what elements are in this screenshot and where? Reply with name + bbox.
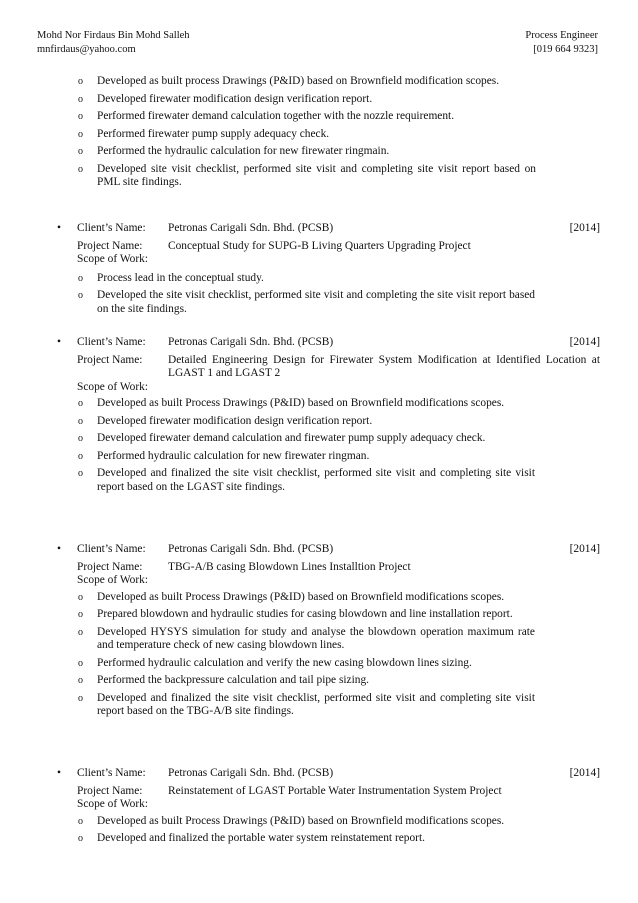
circle-bullet-icon: o — [78, 415, 83, 427]
client-label: Client’s Name: — [77, 222, 146, 234]
list-item: o Developed as built Process Drawings (P&ID) based on Brownfield modifications scopes. — [78, 590, 505, 603]
list-item: o Developed firewater demand calculation and firewater pump supply adequacy check. — [78, 432, 486, 444]
scope-label: Scope of Work: — [77, 380, 149, 393]
list-item: o Developed site visit checklist, performed site visit and completing site visit report based on PML site findings. — [78, 162, 536, 188]
client-name: Petronas Carigali Sdn. Bhd. (PCSB) — [168, 543, 334, 555]
circle-bullet-icon: o — [78, 398, 83, 409]
scope-label: Scope of Work: — [77, 253, 149, 265]
list-item: o Developed and finalized the site visit checklist, performed site visit and completing site visit report based on the LGAST site findings. — [78, 467, 535, 493]
client-name: Petronas Carigali Sdn. Bhd. (PCSB) — [168, 767, 334, 779]
list-item: o Performed hydraulic calculation for new firewater ringman. — [78, 449, 370, 462]
circle-bullet-icon: o — [78, 111, 83, 122]
project-year: [2014] — [569, 336, 600, 348]
list-item: o Developed as built Process Drawings (P&ID) based on Brownfield modifications scopes. — [78, 397, 505, 409]
scope-label: Scope of Work: — [77, 574, 149, 586]
list-item: o Developed and finalized the portable water system reinstatement report. — [78, 832, 425, 844]
project-name: Reinstatement of LGAST Portable Water Instrumentation System Project — [168, 784, 502, 797]
project-year: [2014] — [569, 767, 600, 779]
project-label: Project Name: — [77, 784, 143, 797]
circle-bullet-icon: o — [78, 468, 83, 479]
circle-bullet-icon: o — [78, 591, 83, 603]
client-label: Client’s Name: — [77, 336, 146, 348]
author-phone: [019 664 9323] — [533, 44, 598, 55]
author-email: mnfirdaus@yahoo.com — [37, 44, 136, 55]
list-item: o Developed as built Process Drawings (P&ID) based on Brownfield modifications scopes. — [78, 814, 505, 827]
list-item: o Performed the backpressure calculation and tail pipe sizing. — [78, 674, 370, 686]
circle-bullet-icon: o — [78, 163, 83, 175]
list-item: o Developed the site visit checklist, performed site visit and completing the site visit report based on the site findings. — [78, 289, 535, 315]
circle-bullet-icon: o — [78, 93, 83, 105]
scope-label: Scope of Work: — [77, 798, 149, 810]
circle-bullet-icon: o — [78, 76, 83, 87]
circle-bullet-icon: o — [78, 675, 83, 686]
list-item: o Developed as built process Drawings (P&ID) based on Brownfield modification scopes. — [78, 75, 500, 87]
project-name: Detailed Engineering Design for Firewater System Modification at Identified Location at LGAST 1 and LGAST 2 — [168, 353, 600, 379]
list-item: o Developed firewater modification design verification report. — [78, 414, 373, 427]
project-name: TBG-A/B casing Blowdown Lines Installtion Project — [168, 560, 411, 573]
list-item: o Performed hydraulic calculation and verify the new casing blowdown lines sizing. — [78, 656, 472, 669]
circle-bullet-icon: o — [78, 815, 83, 827]
circle-bullet-icon: o — [78, 450, 83, 462]
client-name: Petronas Carigali Sdn. Bhd. (PCSB) — [168, 336, 334, 348]
list-item: o Developed firewater modification design verification report. — [78, 92, 373, 105]
project-year: [2014] — [569, 222, 600, 234]
circle-bullet-icon: o — [78, 433, 83, 444]
author-name: Mohd Nor Firdaus Bin Mohd Salleh — [37, 30, 190, 41]
circle-bullet-icon: o — [78, 626, 83, 638]
project-entry — [57, 222, 600, 320]
list-item: o Performed firewater pump supply adequacy check. — [78, 127, 330, 140]
circle-bullet-icon: o — [78, 128, 83, 140]
client-label: Client’s Name: — [77, 543, 146, 555]
client-label: Client’s Name: — [77, 767, 146, 779]
circle-bullet-icon: o — [78, 272, 83, 284]
page-header — [37, 29, 598, 57]
project-label: Project Name: — [77, 353, 143, 366]
project-year: [2014] — [569, 543, 600, 555]
project-name: Conceptual Study for SUPG-B Living Quarters Upgrading Project — [168, 239, 471, 252]
project-entry — [57, 336, 600, 498]
circle-bullet-icon: o — [78, 692, 83, 704]
project-label: Project Name: — [77, 239, 143, 252]
client-name: Petronas Carigali Sdn. Bhd. (PCSB) — [168, 222, 334, 234]
intro-bullet-list — [78, 75, 536, 194]
list-item: o Developed and finalized the site visit checklist, performed site visit and completing site visit report based on the TBG-A/B site findings. — [78, 691, 535, 717]
list-item: o Prepared blowdown and hydraulic studies for casing blowdown and line installation report. — [78, 608, 513, 620]
circle-bullet-icon: o — [78, 146, 83, 157]
list-item: o Performed firewater demand calculation together with the nozzle requirement. — [78, 110, 455, 122]
circle-bullet-icon: o — [78, 290, 83, 301]
list-item: o Performed the hydraulic calculation for new firewater ringmain. — [78, 145, 390, 157]
dot-bullet-icon: • — [57, 222, 61, 234]
list-item: o Process lead in the conceptual study. — [78, 271, 264, 284]
project-entry — [57, 543, 600, 723]
list-item: o Developed HYSYS simulation for study and analyse the blowdown operation maximum rate and temperature check of new casing blowdown lines. — [78, 625, 535, 651]
circle-bullet-icon: o — [78, 833, 83, 844]
project-entry — [57, 767, 600, 850]
dot-bullet-icon: • — [57, 336, 61, 348]
dot-bullet-icon: • — [57, 543, 61, 555]
circle-bullet-icon: o — [78, 609, 83, 620]
circle-bullet-icon: o — [78, 657, 83, 669]
dot-bullet-icon: • — [57, 767, 61, 779]
job-title: Process Engineer — [525, 30, 598, 41]
project-label: Project Name: — [77, 560, 143, 573]
